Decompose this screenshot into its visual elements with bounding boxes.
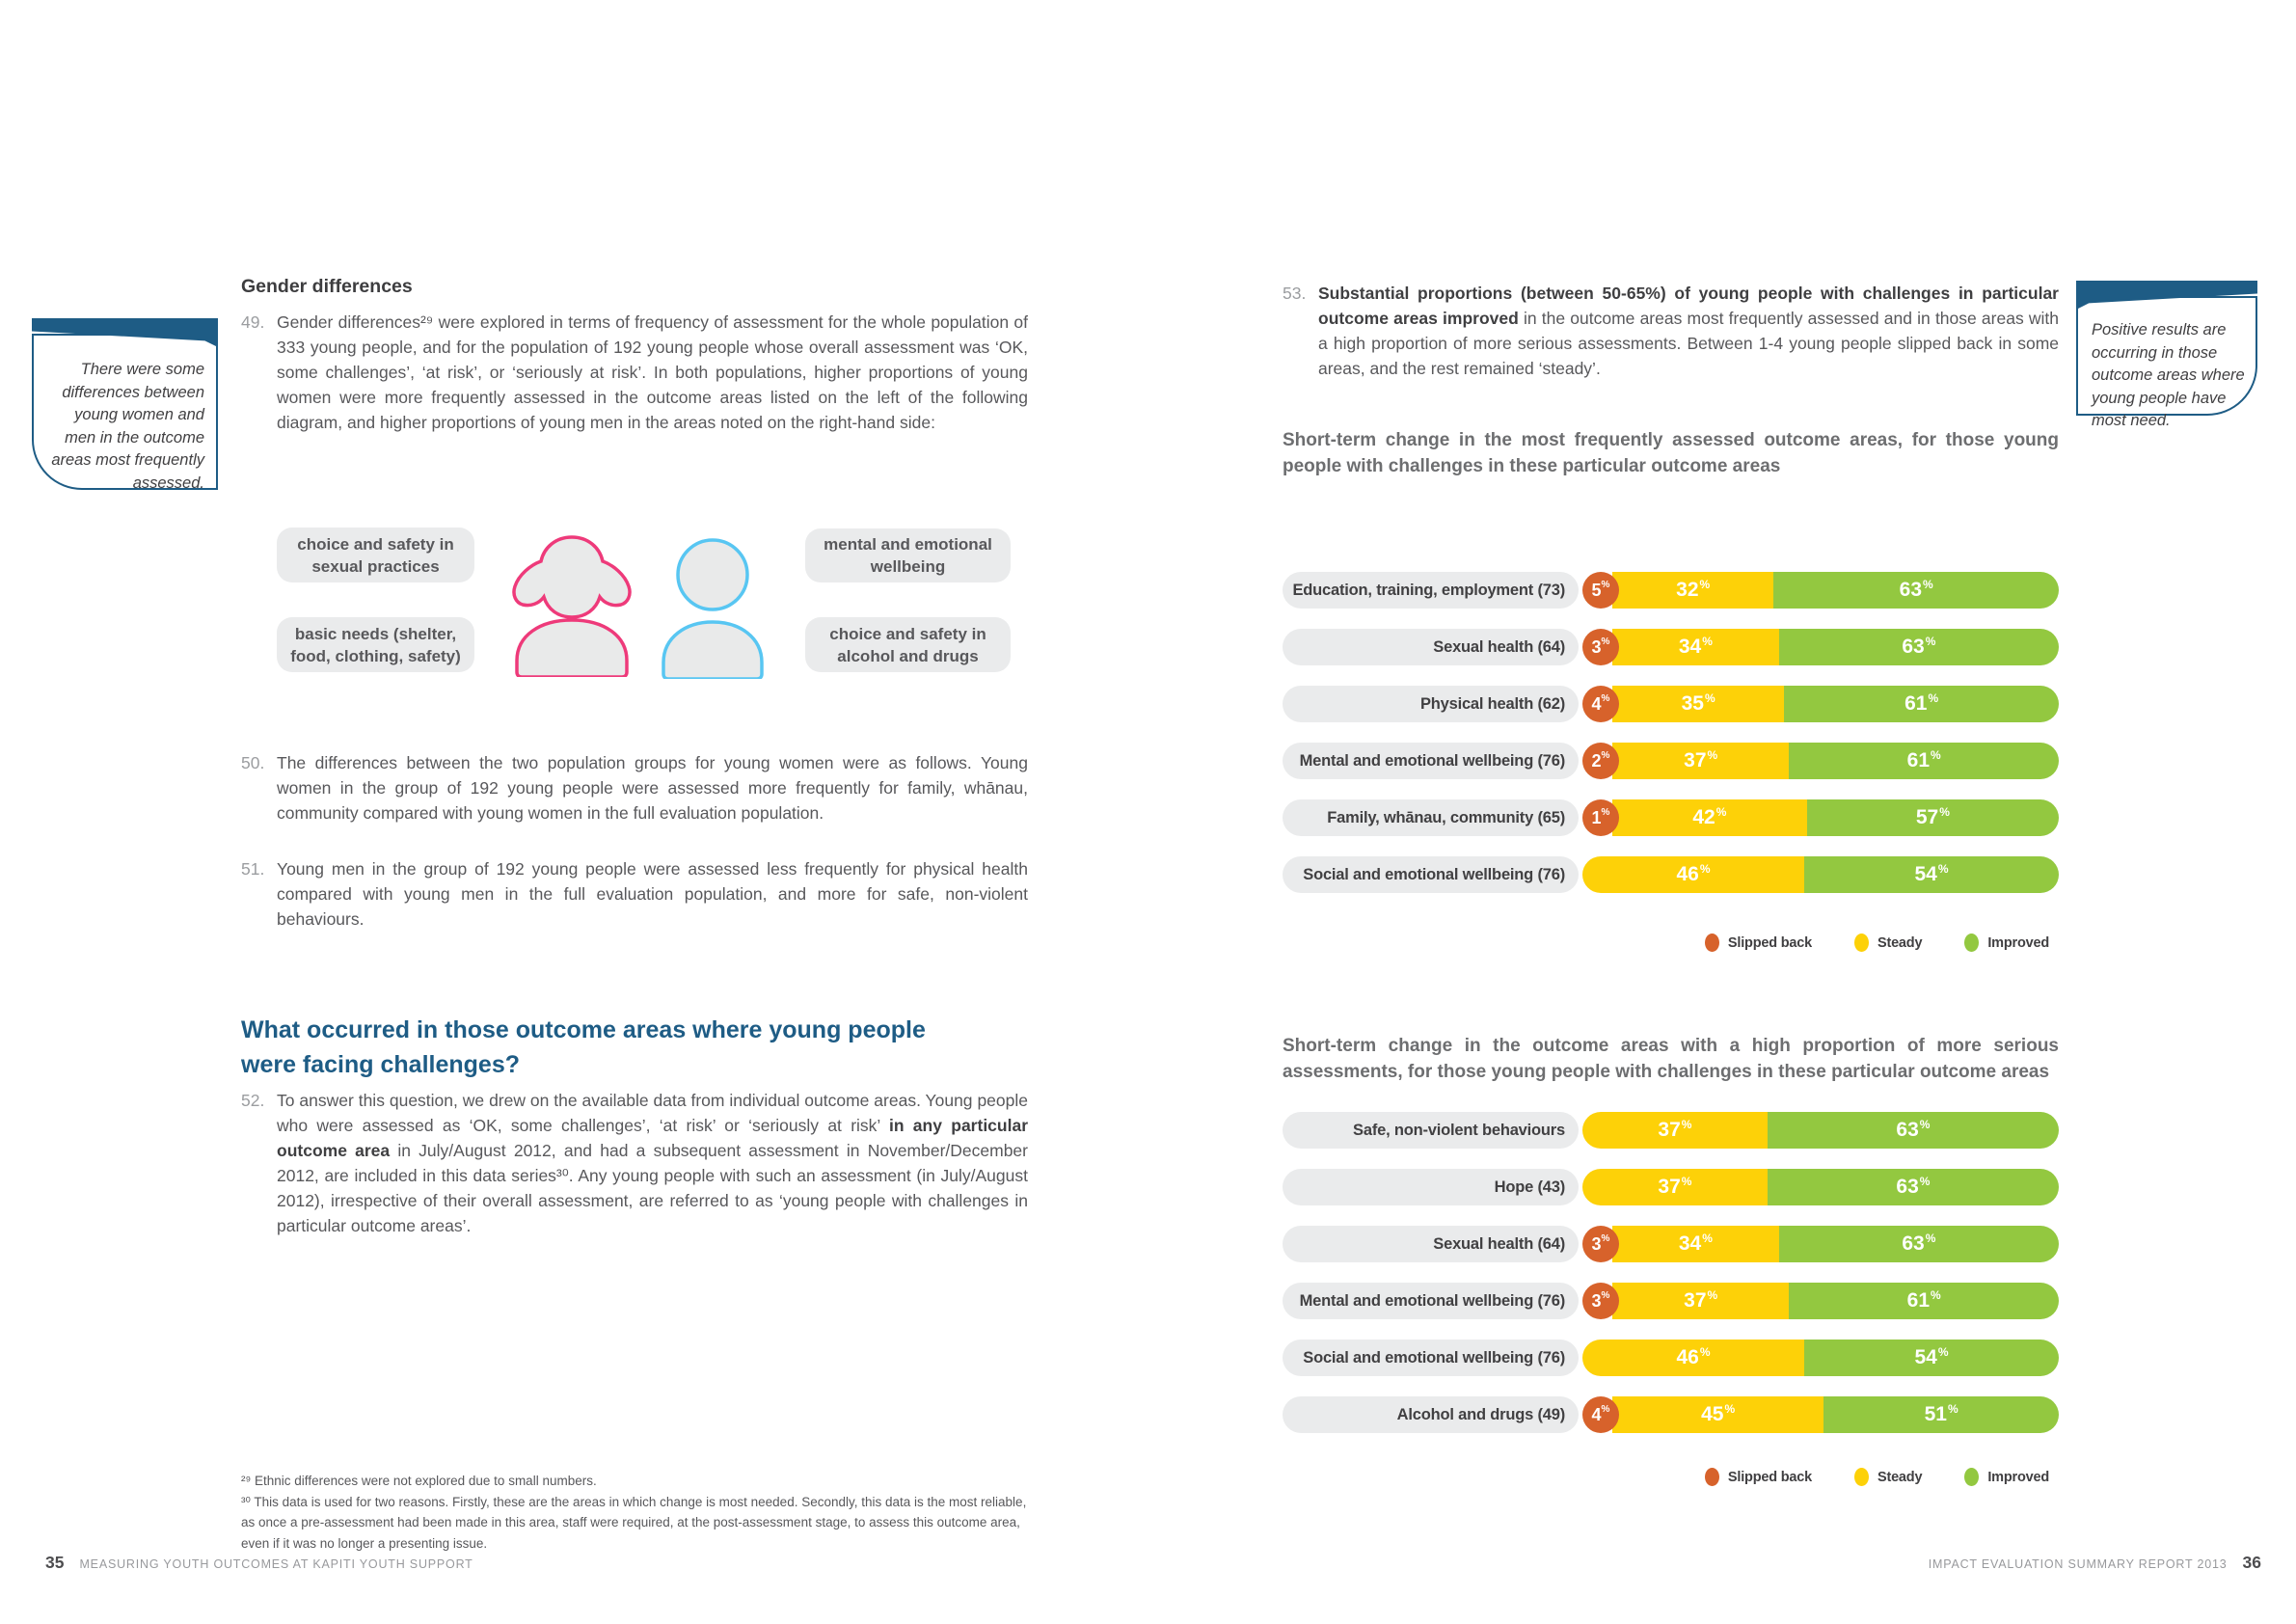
stacked-bar <box>1582 1283 2059 1319</box>
chart-row-label: Alcohol and drugs (49) <box>1283 1396 1579 1433</box>
bar-segment-improved: 63 % <box>1779 629 2059 665</box>
bar-segment-steady: 34 % <box>1612 1226 1779 1262</box>
paragraph-51 <box>241 856 1028 932</box>
footnote-30: ³⁰ This data is used for two reasons. Firstly, these are the areas in which change is most needed. Secondly, this data is the most reliable, as once a pre-assessment had been made in this area, staff were required, at the post-assessment stage, to assess this outcome area, even if it was no longer a presenting issue. <box>241 1494 1027 1551</box>
stacked-bar <box>1582 572 2059 609</box>
paragraph-text: The differences between the two population groups for young women were as follows. Young women in the group of 192 young people were assessed more frequently for family, whānau, community compared with young women in the full evaluation population. <box>277 753 1028 823</box>
legend-item <box>1705 934 1812 952</box>
chart-row-label: Safe, non-violent behaviours <box>1283 1112 1579 1149</box>
chart-row <box>1283 1112 2059 1149</box>
stacked-bar <box>1582 743 2059 779</box>
paragraph-50 <box>241 750 1028 826</box>
legend-item <box>1854 1468 1922 1486</box>
chart1-legend <box>1283 934 2049 952</box>
bar-segment-steady: 45 % <box>1612 1396 1823 1433</box>
bar-segment-slipped-back: 2 % <box>1582 743 1619 779</box>
stacked-bar <box>1582 856 2059 893</box>
diagram-label-basic-needs: basic needs (shelter, food, clothing, safety) <box>277 617 474 672</box>
chart-row <box>1283 686 2059 722</box>
stacked-bar <box>1582 629 2059 665</box>
bar-segment-improved: 63 % <box>1768 1112 2059 1149</box>
paragraph-49 <box>241 310 1028 435</box>
bar-segment-slipped-back: 5 % <box>1582 572 1619 609</box>
bar-segment-improved: 54 % <box>1804 1340 2059 1376</box>
chart-row-label: Social and emotional wellbeing (76) <box>1283 1340 1579 1376</box>
female-figure-icon <box>500 528 644 677</box>
bar-segment-improved: 63 % <box>1768 1169 2059 1205</box>
chart1 <box>1283 572 2059 913</box>
paragraph-number: 51. <box>241 859 265 879</box>
page-number: 35 <box>45 1553 65 1572</box>
question-heading: What occurred in those outcome areas where young people were facing challenges? <box>241 1016 926 1078</box>
callout-gender-differences <box>32 318 218 490</box>
stacked-bar <box>1582 686 2059 722</box>
paragraph-text: Gender differences²⁹ were explored in terms of frequency of assessment for the whole population of 333 young people, and for the population of 192 young people whose overall assessment was ‘OK, some challenges’, ‘at risk’, or ‘seriously at risk’. In both populations, higher proportions of young women were more frequently assessed in the outcome areas listed on the left of the following diagram, and higher proportions of young men in the areas noted on the right-hand side: <box>277 312 1028 432</box>
section-heading-gender-differences: Gender differences <box>241 276 413 297</box>
chart-row <box>1283 1226 2059 1262</box>
legend-label: Slipped back <box>1727 934 1812 951</box>
bar-segment-steady: 37 % <box>1582 1169 1768 1205</box>
bar-segment-improved: 57 % <box>1807 799 2059 836</box>
paragraph-number: 49. <box>241 312 265 332</box>
legend-label: Slipped back <box>1727 1469 1812 1485</box>
footer-right <box>1929 1553 2261 1573</box>
page-number: 36 <box>2242 1553 2261 1572</box>
paragraph-number: 52. <box>241 1091 265 1110</box>
chart-row <box>1283 743 2059 779</box>
chart-row-label: Physical health (62) <box>1283 686 1579 722</box>
diagram-label-mental-wellbeing: mental and emotional wellbeing <box>805 528 1011 582</box>
gender-diagram <box>241 526 1028 682</box>
paragraph-text: To answer this question, we drew on the available data from individual outcome areas. Young people who were assessed as ‘OK, some challenges’, ‘at risk’ or ‘seriously at risk’ in any particular outcome area in July/August 2012, and had a subsequent assessment in November/December 2012, are included in this data series³⁰. Any young people with such an assessment (in July/August 2012), irrespective of their overall assessment, are referred to as ‘young people with challenges in particular outcome areas’. <box>277 1091 1029 1235</box>
chart-row-label: Social and emotional wellbeing (76) <box>1283 856 1579 893</box>
paragraph-text: Young men in the group of 192 young people were assessed less frequently for physical health compared with young men in the full evaluation population, and more for safe, non-violent behaviours. <box>277 859 1028 929</box>
chart-row <box>1283 1396 2059 1433</box>
stacked-bar <box>1582 799 2059 836</box>
footer-label: IMPACT EVALUATION SUMMARY REPORT 2013 <box>1928 1557 2228 1571</box>
bar-segment-improved: 63 % <box>1779 1226 2059 1262</box>
legend-dot-icon <box>1705 934 1719 952</box>
chart-row-label: Education, training, employment (73) <box>1283 572 1579 609</box>
bar-segment-improved: 63 % <box>1773 572 2059 609</box>
legend-label: Steady <box>1877 1469 1923 1485</box>
chart-row-label: Sexual health (64) <box>1283 1226 1579 1262</box>
paragraph-53 <box>1283 281 2059 381</box>
chart-row-label: Hope (43) <box>1283 1169 1579 1205</box>
chart-row-label: Family, whānau, community (65) <box>1283 799 1579 836</box>
callout-text: There were some differences between young women and men in the outcome areas most frequently assessed. <box>51 361 204 492</box>
bar-segment-improved: 61 % <box>1789 743 2059 779</box>
chart-row <box>1283 799 2059 836</box>
legend-item <box>1854 934 1922 952</box>
bar-segment-steady: 35 % <box>1612 686 1784 722</box>
chart2-title: Short-term change in the outcome areas with a high proportion of more serious assessments, for those young people with challenges in these particular outcome areas <box>1283 1036 2059 1082</box>
legend-label: Steady <box>1877 934 1923 951</box>
paragraph-number: 50. <box>241 753 265 772</box>
paragraph-52 <box>241 1088 1028 1238</box>
chart2-legend <box>1283 1468 2049 1486</box>
bar-segment-slipped-back: 1 % <box>1582 799 1619 836</box>
chart1-title: Short-term change in the most frequently assessed outcome areas, for those young people with challenges in these particular outcome areas <box>1283 430 2059 476</box>
legend-item <box>1705 1468 1812 1486</box>
bar-segment-slipped-back: 3 % <box>1582 1283 1619 1319</box>
chart-row <box>1283 1340 2059 1376</box>
paragraph-text: Substantial proportions (between 50-65%) of young people with challenges in particular outcome areas improved in the outcome areas most frequently assessed and in those areas with a high proportion of more serious assessments. Between 1-4 young people slipped back in some areas, and the rest remained ‘steady’. <box>1318 284 2060 378</box>
bar-segment-steady: 37 % <box>1582 1112 1768 1149</box>
chart-row <box>1283 572 2059 609</box>
bar-segment-improved: 51 % <box>1823 1396 2059 1433</box>
bar-segment-improved: 61 % <box>1789 1283 2059 1319</box>
legend-dot-icon <box>1705 1468 1719 1486</box>
chart2 <box>1283 1112 2059 1453</box>
legend-dot-icon <box>1964 1468 1979 1486</box>
chart-row-label: Mental and emotional wellbeing (76) <box>1283 1283 1579 1319</box>
stacked-bar <box>1582 1112 2059 1149</box>
bar-segment-improved: 54 % <box>1804 856 2059 893</box>
male-figure-icon <box>650 529 775 679</box>
bar-segment-steady: 34 % <box>1612 629 1779 665</box>
bar-segment-steady: 32 % <box>1612 572 1773 609</box>
bar-segment-slipped-back: 3 % <box>1582 1226 1619 1262</box>
stacked-bar <box>1582 1340 2059 1376</box>
legend-dot-icon <box>1854 1468 1869 1486</box>
chart-row <box>1283 856 2059 893</box>
footnotes <box>241 1471 1028 1554</box>
stacked-bar <box>1582 1226 2059 1262</box>
bar-segment-steady: 37 % <box>1612 1283 1789 1319</box>
legend-label: Improved <box>1987 1469 2049 1485</box>
stacked-bar <box>1582 1169 2059 1205</box>
legend-item <box>1964 934 2049 952</box>
diagram-label-sexual-practices: choice and safety in sexual practices <box>277 528 474 582</box>
bar-segment-steady: 46 % <box>1582 1340 1804 1376</box>
bar-segment-steady: 46 % <box>1582 856 1804 893</box>
bar-segment-steady: 37 % <box>1612 743 1789 779</box>
paragraph-number: 53. <box>1283 284 1307 303</box>
chart-row <box>1283 629 2059 665</box>
legend-label: Improved <box>1987 934 2049 951</box>
callout-positive-results <box>2076 281 2257 429</box>
bar-segment-slipped-back: 4 % <box>1582 686 1619 722</box>
bar-segment-steady: 42 % <box>1612 799 1807 836</box>
footer-left <box>45 1553 473 1573</box>
diagram-label-alcohol-drugs: choice and safety in alcohol and drugs <box>805 617 1011 672</box>
legend-dot-icon <box>1964 934 1979 952</box>
bar-segment-improved: 61 % <box>1784 686 2059 722</box>
footer-label: MEASURING YOUTH OUTCOMES AT KAPITI YOUTH SUPPORT <box>79 1557 473 1571</box>
chart-row-label: Mental and emotional wellbeing (76) <box>1283 743 1579 779</box>
footnote-29: ²⁹ Ethnic differences were not explored due to small numbers. <box>241 1474 597 1488</box>
chart-row-label: Sexual health (64) <box>1283 629 1579 665</box>
chart-row <box>1283 1169 2059 1205</box>
chart-row <box>1283 1283 2059 1319</box>
stacked-bar <box>1582 1396 2059 1433</box>
bar-segment-slipped-back: 3 % <box>1582 629 1619 665</box>
legend-item <box>1964 1468 2049 1486</box>
legend-dot-icon <box>1854 934 1869 952</box>
callout-text: Positive results are occurring in those outcome areas where young people have most need. <box>2092 321 2245 429</box>
bar-segment-slipped-back: 4 % <box>1582 1396 1619 1433</box>
